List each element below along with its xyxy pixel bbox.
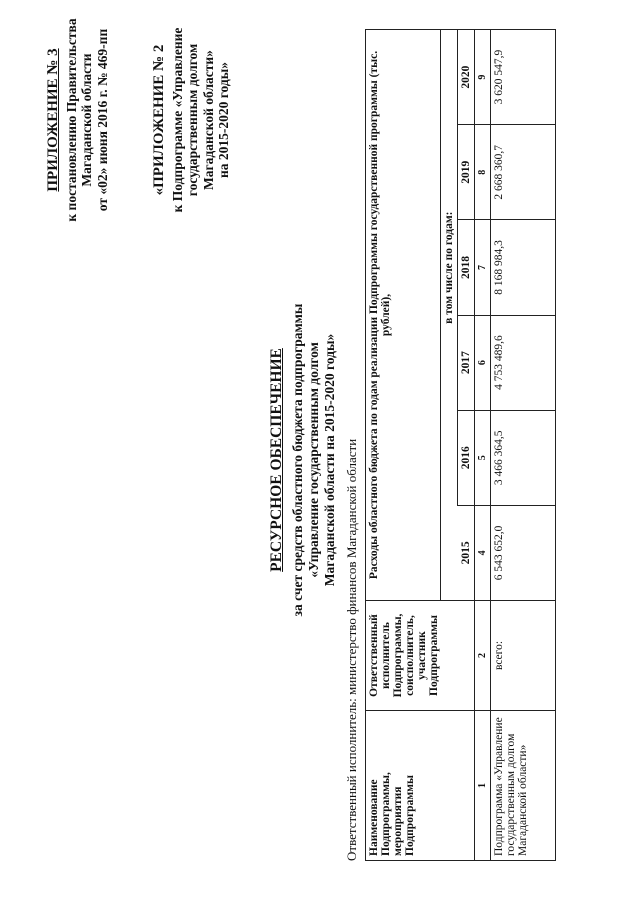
year-header: 2015 [458, 505, 475, 600]
column-number: 1 [475, 711, 491, 861]
document-subtitle: за счет средств областного бюджета подпрограммы «Управление государственным долгом [290, 303, 321, 617]
resource-table [365, 29, 556, 861]
appendix-2-block [152, 17, 232, 223]
year-header: 2019 [458, 125, 475, 220]
column-number: 6 [475, 315, 491, 410]
header-spacer [441, 505, 458, 600]
year-header: 2016 [458, 410, 475, 505]
appendix-2-line: государственным долгом [185, 43, 200, 197]
column-header-name: Наименование Подпрограммы, мероприятия Подпрограммы [366, 711, 475, 861]
executor-cell: всего: [491, 601, 556, 711]
table-header-row [366, 30, 441, 861]
responsible-executor: Ответственный исполнитель: министерство финансов Магаданской области [344, 438, 359, 861]
value-cell: 3 466 364,5 [491, 410, 556, 505]
document-subtitle: Магаданской области на 2015-2020 годы» [322, 333, 337, 587]
appendix-2-line: на 2015-2020 годы» [216, 61, 231, 179]
year-header: 2018 [458, 220, 475, 315]
appendix-2-line: к Подпрограмме «Управление [169, 27, 185, 213]
appendix-3-block [46, 17, 110, 223]
column-number-row [475, 30, 491, 861]
appendix-3-line: Магаданской области [79, 53, 94, 187]
column-number: 7 [475, 220, 491, 315]
value-cell: 2 668 360,7 [491, 125, 556, 220]
column-header-executor: Ответственный исполнитель Подпрограммы, соисполнитель, участник Подпрограммы [366, 601, 475, 711]
value-cell: 4 753 489,6 [491, 315, 556, 410]
program-name-cell: Подпрограмма «Управление государственным долгом Магаданской области» [491, 711, 556, 861]
appendix-3-line: к постановлению Правительства [63, 18, 79, 222]
column-header-expenses: Расходы областного бюджета по годам реализации Подпрограммы государственной программы (тыс. рублей), [366, 30, 441, 601]
column-number: 2 [475, 601, 491, 711]
column-number: 5 [475, 410, 491, 505]
appendix-2-title: «ПРИЛОЖЕНИЕ № 2 [151, 44, 167, 196]
appendix-3-title: ПРИЛОЖЕНИЕ № 3 [45, 48, 61, 192]
value-cell: 3 620 547,9 [491, 30, 556, 125]
column-header-including: в том числе по годам: [441, 30, 458, 506]
column-number: 9 [475, 30, 491, 125]
value-cell: 6 543 652,0 [491, 505, 556, 600]
column-number: 8 [475, 125, 491, 220]
column-number: 4 [475, 505, 491, 600]
document-heading [268, 265, 338, 655]
year-header: 2020 [458, 30, 475, 125]
year-header: 2017 [458, 315, 475, 410]
table-row [491, 30, 556, 861]
appendix-2-line: Магаданской области» [200, 50, 216, 190]
value-cell: 8 168 984,3 [491, 220, 556, 315]
document-title: РЕСУРСНОЕ ОБЕСПЕЧЕНИЕ [268, 348, 285, 572]
appendix-3-line: от «02» июня 2016 г. № 469-пп [94, 28, 110, 212]
